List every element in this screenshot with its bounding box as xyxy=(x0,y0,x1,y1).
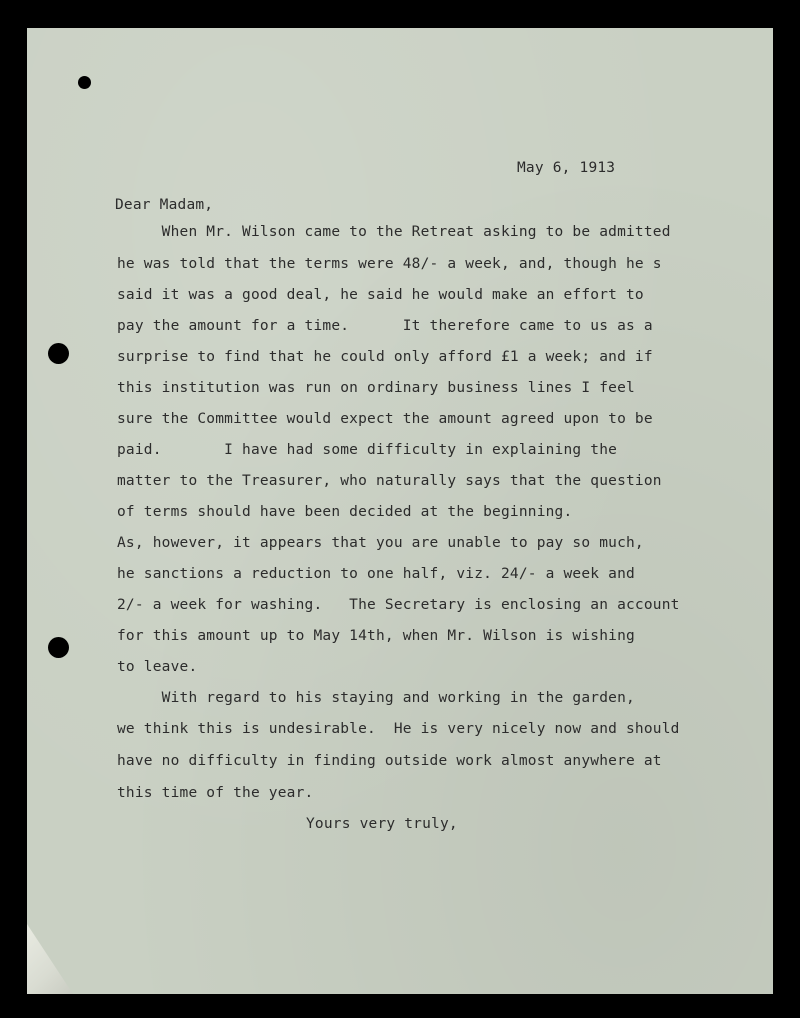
letter-date: May 6, 1913 xyxy=(517,160,616,176)
body-line: With regard to his staying and working in the garden, xyxy=(117,690,635,706)
body-line: this time of the year. xyxy=(117,785,314,801)
body-line: have no difficulty in finding outside work almost anywhere at xyxy=(117,753,662,769)
body-line: surprise to find that he could only afford £1 a week; and if xyxy=(117,349,653,365)
body-line: this institution was run on ordinary business lines I feel xyxy=(117,380,635,396)
body-line: matter to the Treasurer, who naturally says that the question xyxy=(117,473,662,489)
body-line: sure the Committee would expect the amount agreed upon to be xyxy=(117,411,653,427)
body-line: As, however, it appears that you are unable to pay so much, xyxy=(117,535,644,551)
body-line: 2/- a week for washing. The Secretary is enclosing an account xyxy=(117,597,680,613)
punch-hole-lower xyxy=(48,637,69,658)
body-line: paid. I have had some difficulty in explaining the xyxy=(117,442,618,458)
punch-hole-upper xyxy=(48,343,69,364)
body-line: he was told that the terms were 48/- a week, and, though he s xyxy=(117,256,662,272)
body-line: for this amount up to May 14th, when Mr. Wilson is wishing xyxy=(117,628,635,644)
body-line: we think this is undesirable. He is very nicely now and should xyxy=(117,721,680,737)
body-line: When Mr. Wilson came to the Retreat asking to be admitted xyxy=(117,224,671,240)
letter-salutation: Dear Madam, xyxy=(115,197,214,213)
body-line: to leave. xyxy=(117,659,198,675)
body-line: said it was a good deal, he said he would make an effort to xyxy=(117,287,644,303)
punch-hole-small xyxy=(78,76,91,89)
body-line: pay the amount for a time. It therefore came to us as a xyxy=(117,318,653,334)
letter-closing: Yours very truly, xyxy=(306,816,458,832)
body-line: of terms should have been decided at the beginning. xyxy=(117,504,573,520)
body-line: he sanctions a reduction to one half, viz. 24/- a week and xyxy=(117,566,635,582)
